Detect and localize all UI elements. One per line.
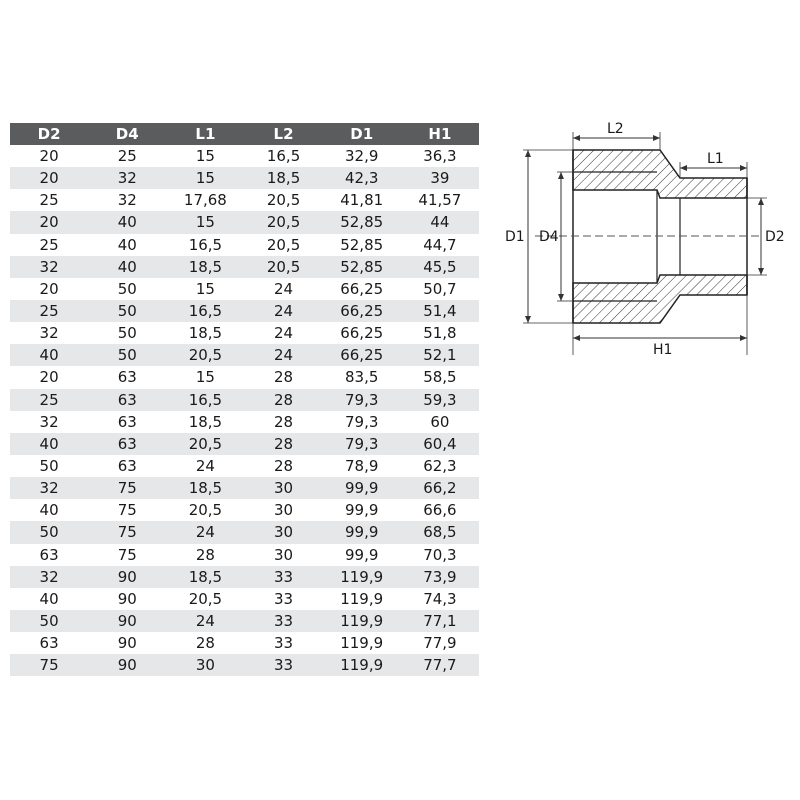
- table-row: [10, 455, 479, 477]
- cell-l2: 24: [244, 278, 322, 300]
- cell-l2: 33: [244, 632, 322, 654]
- table-row: [10, 588, 479, 610]
- cell-d4: 63: [88, 366, 166, 388]
- cell-d2: 63: [10, 544, 88, 566]
- cell-l1: 20,5: [166, 344, 244, 366]
- cell-d1: 66,25: [323, 344, 401, 366]
- column-header-d4: D4: [88, 123, 166, 145]
- cell-d2: 20: [10, 366, 88, 388]
- cell-d4: 50: [88, 300, 166, 322]
- table-row: [10, 167, 479, 189]
- cell-l2: 30: [244, 544, 322, 566]
- cell-l2: 30: [244, 477, 322, 499]
- table-row: [10, 499, 479, 521]
- cell-d4: 40: [88, 211, 166, 233]
- reducer-fitting-diagram: [495, 110, 795, 370]
- table-row: [10, 477, 479, 499]
- cell-l1: 24: [166, 610, 244, 632]
- cell-l2: 24: [244, 322, 322, 344]
- cell-d2: 32: [10, 322, 88, 344]
- column-header-h1: H1: [401, 123, 479, 145]
- cell-d1: 66,25: [323, 322, 401, 344]
- column-header-d2: D2: [10, 123, 88, 145]
- cell-d2: 32: [10, 411, 88, 433]
- cell-d1: 79,3: [323, 389, 401, 411]
- column-header-l2: L2: [244, 123, 322, 145]
- dimensions-table: [10, 123, 479, 676]
- cell-h1: 73,9: [401, 566, 479, 588]
- cell-l2: 16,5: [244, 145, 322, 167]
- cell-d4: 75: [88, 477, 166, 499]
- cell-d1: 32,9: [323, 145, 401, 167]
- table-row: [10, 322, 479, 344]
- cell-d2: 20: [10, 211, 88, 233]
- cell-d2: 20: [10, 278, 88, 300]
- cell-d2: 50: [10, 610, 88, 632]
- column-header-d1: D1: [323, 123, 401, 145]
- cell-l1: 15: [166, 211, 244, 233]
- cell-d4: 75: [88, 521, 166, 543]
- cell-d2: 50: [10, 455, 88, 477]
- cell-d4: 40: [88, 256, 166, 278]
- cell-h1: 41,57: [401, 189, 479, 211]
- cell-l1: 16,5: [166, 389, 244, 411]
- cell-d2: 40: [10, 588, 88, 610]
- cell-l1: 20,5: [166, 588, 244, 610]
- cell-h1: 66,6: [401, 499, 479, 521]
- cell-d1: 42,3: [323, 167, 401, 189]
- cell-d2: 50: [10, 521, 88, 543]
- cell-l1: 18,5: [166, 477, 244, 499]
- cell-d2: 63: [10, 632, 88, 654]
- table-row: [10, 256, 479, 278]
- cell-h1: 66,2: [401, 477, 479, 499]
- table-row: [10, 344, 479, 366]
- table-row: [10, 145, 479, 167]
- table-row: [10, 433, 479, 455]
- cell-l2: 24: [244, 300, 322, 322]
- cell-l2: 30: [244, 499, 322, 521]
- cell-l1: 28: [166, 544, 244, 566]
- cell-d4: 63: [88, 433, 166, 455]
- cell-h1: 60,4: [401, 433, 479, 455]
- cell-d4: 32: [88, 167, 166, 189]
- cell-h1: 58,5: [401, 366, 479, 388]
- cell-d4: 63: [88, 411, 166, 433]
- cell-d1: 79,3: [323, 433, 401, 455]
- cell-h1: 39: [401, 167, 479, 189]
- cell-d4: 50: [88, 278, 166, 300]
- cell-l1: 15: [166, 145, 244, 167]
- h1-label: H1: [653, 342, 673, 358]
- cell-l1: 18,5: [166, 411, 244, 433]
- cell-l1: 16,5: [166, 234, 244, 256]
- cell-l2: 20,5: [244, 234, 322, 256]
- d1-label: D1: [505, 229, 525, 245]
- cell-l1: 24: [166, 521, 244, 543]
- cell-h1: 59,3: [401, 389, 479, 411]
- cell-d1: 79,3: [323, 411, 401, 433]
- cell-h1: 50,7: [401, 278, 479, 300]
- l1-label: L1: [707, 151, 724, 167]
- cell-l2: 18,5: [244, 167, 322, 189]
- cell-l2: 28: [244, 366, 322, 388]
- cell-d1: 99,9: [323, 544, 401, 566]
- table-row: [10, 610, 479, 632]
- cell-d2: 32: [10, 566, 88, 588]
- cell-l1: 18,5: [166, 566, 244, 588]
- cell-l2: 33: [244, 654, 322, 676]
- table-row: [10, 278, 479, 300]
- table-body: [10, 145, 479, 676]
- cell-h1: 60: [401, 411, 479, 433]
- cell-h1: 70,3: [401, 544, 479, 566]
- cell-d4: 90: [88, 588, 166, 610]
- cell-l2: 28: [244, 455, 322, 477]
- cell-l2: 20,5: [244, 189, 322, 211]
- table-header-row: [10, 123, 479, 145]
- cell-l2: 28: [244, 389, 322, 411]
- cell-l1: 15: [166, 366, 244, 388]
- cell-l1: 30: [166, 654, 244, 676]
- table-row: [10, 300, 479, 322]
- cell-h1: 74,3: [401, 588, 479, 610]
- cell-d1: 52,85: [323, 234, 401, 256]
- cell-l1: 15: [166, 278, 244, 300]
- cell-d1: 99,9: [323, 477, 401, 499]
- cell-d1: 66,25: [323, 278, 401, 300]
- cell-d4: 75: [88, 544, 166, 566]
- cell-d4: 25: [88, 145, 166, 167]
- cell-d2: 25: [10, 389, 88, 411]
- cell-h1: 52,1: [401, 344, 479, 366]
- cell-d4: 63: [88, 389, 166, 411]
- table-row: [10, 566, 479, 588]
- cell-d1: 78,9: [323, 455, 401, 477]
- cell-h1: 68,5: [401, 521, 479, 543]
- cell-l2: 30: [244, 521, 322, 543]
- cell-l1: 20,5: [166, 433, 244, 455]
- cell-d1: 119,9: [323, 632, 401, 654]
- column-header-l1: L1: [166, 123, 244, 145]
- cell-l1: 28: [166, 632, 244, 654]
- cell-d4: 75: [88, 499, 166, 521]
- cell-d4: 90: [88, 566, 166, 588]
- cell-d1: 119,9: [323, 588, 401, 610]
- cell-d2: 25: [10, 300, 88, 322]
- cell-l2: 28: [244, 433, 322, 455]
- d4-label: D4: [539, 229, 559, 245]
- cell-l2: 33: [244, 588, 322, 610]
- cell-d1: 52,85: [323, 256, 401, 278]
- cell-d1: 66,25: [323, 300, 401, 322]
- cell-l1: 15: [166, 167, 244, 189]
- cell-h1: 77,1: [401, 610, 479, 632]
- cell-d1: 83,5: [323, 366, 401, 388]
- cell-d2: 32: [10, 477, 88, 499]
- cell-l2: 28: [244, 411, 322, 433]
- cell-l2: 24: [244, 344, 322, 366]
- table-row: [10, 632, 479, 654]
- cell-d4: 90: [88, 654, 166, 676]
- table-row: [10, 234, 479, 256]
- table-row: [10, 411, 479, 433]
- cell-h1: 77,9: [401, 632, 479, 654]
- cell-d2: 75: [10, 654, 88, 676]
- cell-l1: 24: [166, 455, 244, 477]
- table-row: [10, 366, 479, 388]
- cell-d1: 52,85: [323, 211, 401, 233]
- cell-l1: 18,5: [166, 256, 244, 278]
- cell-h1: 62,3: [401, 455, 479, 477]
- table-row: [10, 189, 479, 211]
- cell-d1: 119,9: [323, 610, 401, 632]
- l2-label: L2: [607, 121, 624, 137]
- cell-d1: 99,9: [323, 499, 401, 521]
- cell-l1: 18,5: [166, 322, 244, 344]
- cell-d4: 50: [88, 344, 166, 366]
- table-row: [10, 389, 479, 411]
- cell-l2: 33: [244, 610, 322, 632]
- cell-l1: 17,68: [166, 189, 244, 211]
- cell-d2: 25: [10, 234, 88, 256]
- d2-label: D2: [765, 229, 785, 245]
- cell-d2: 20: [10, 167, 88, 189]
- cell-d4: 40: [88, 234, 166, 256]
- cell-d2: 20: [10, 145, 88, 167]
- table-row: [10, 544, 479, 566]
- cell-h1: 36,3: [401, 145, 479, 167]
- cell-l2: 20,5: [244, 256, 322, 278]
- cell-h1: 45,5: [401, 256, 479, 278]
- cell-d4: 63: [88, 455, 166, 477]
- cell-d2: 40: [10, 499, 88, 521]
- cell-d1: 99,9: [323, 521, 401, 543]
- cell-d2: 40: [10, 344, 88, 366]
- cell-d1: 119,9: [323, 566, 401, 588]
- cell-d4: 32: [88, 189, 166, 211]
- cell-l1: 16,5: [166, 300, 244, 322]
- cell-d1: 119,9: [323, 654, 401, 676]
- cell-h1: 44: [401, 211, 479, 233]
- cell-d2: 40: [10, 433, 88, 455]
- cell-l2: 33: [244, 566, 322, 588]
- cell-h1: 51,4: [401, 300, 479, 322]
- cell-d2: 25: [10, 189, 88, 211]
- cell-d4: 90: [88, 610, 166, 632]
- table-row: [10, 211, 479, 233]
- table-row: [10, 654, 479, 676]
- cell-d4: 50: [88, 322, 166, 344]
- cell-l2: 20,5: [244, 211, 322, 233]
- cell-h1: 77,7: [401, 654, 479, 676]
- fitting-bottom-wall: [573, 275, 747, 323]
- cell-h1: 51,8: [401, 322, 479, 344]
- cell-d2: 32: [10, 256, 88, 278]
- cell-d1: 41,81: [323, 189, 401, 211]
- cell-l1: 20,5: [166, 499, 244, 521]
- cell-d4: 90: [88, 632, 166, 654]
- table-row: [10, 521, 479, 543]
- cell-h1: 44,7: [401, 234, 479, 256]
